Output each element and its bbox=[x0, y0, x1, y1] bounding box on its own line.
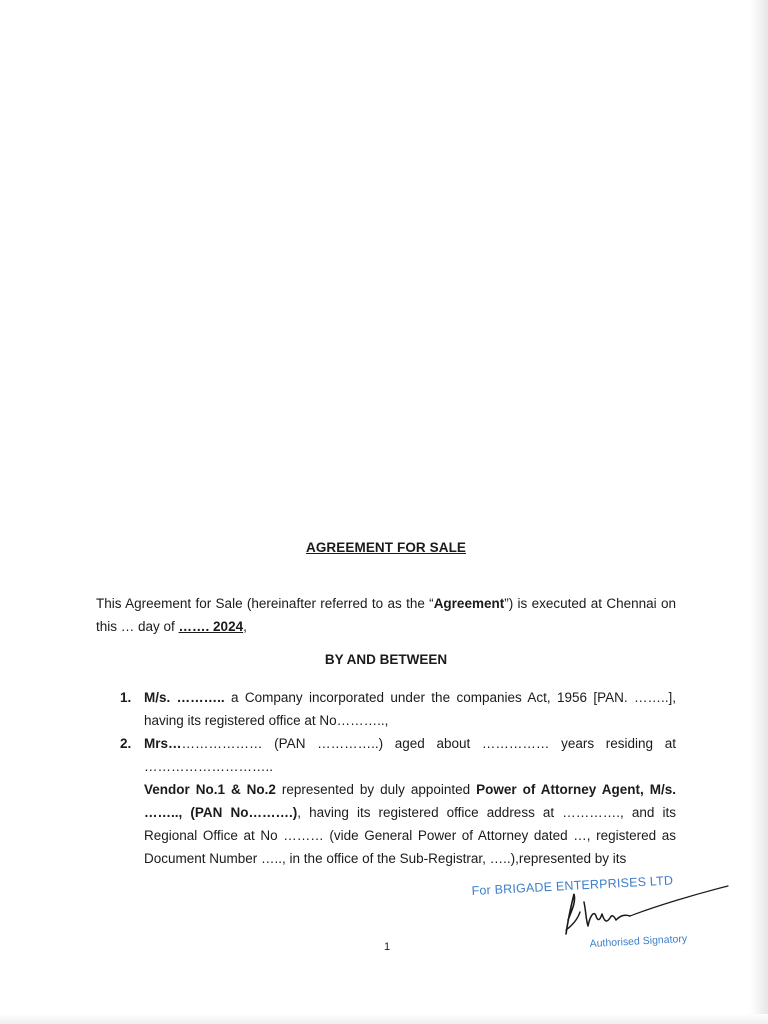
intro-paragraph bbox=[96, 592, 676, 638]
party-item-1 bbox=[120, 686, 676, 732]
authorised-signatory-label: Authorised Signatory bbox=[589, 932, 688, 950]
party-item-2 bbox=[120, 732, 676, 778]
party-details: a Company incorporated under the companies Act, 1956 [PAN. ……..], having its registered office at No……….., bbox=[144, 690, 676, 728]
party-number: 1. bbox=[120, 690, 132, 705]
page-edge-shadow bbox=[750, 0, 768, 1024]
party-number: 2. bbox=[120, 736, 132, 751]
poa-agent: Power of Attorney Agent, M/s. …….., bbox=[144, 782, 676, 820]
intro-text-1: This Agreement for Sale (hereinafter referred to as the “ bbox=[96, 596, 434, 611]
page-number: 1 bbox=[384, 941, 391, 953]
intro-text-2: ”) is executed at Chennai on this … day of bbox=[96, 596, 676, 634]
party-name: M/s. ……….. bbox=[144, 690, 225, 705]
company-stamp: For BRIGADE ENTERPRISES LTD bbox=[471, 873, 674, 898]
intro-agreement-term: Agreement bbox=[433, 596, 505, 611]
intro-text-3: , bbox=[243, 619, 247, 634]
representation-text-1: represented by duly appointed bbox=[275, 782, 477, 797]
vendors-label: Vendor No.1 & No.2 bbox=[144, 782, 276, 797]
party-name: Mrs… bbox=[144, 736, 182, 751]
party-details: ……………… (PAN …………..) aged about …………… years residing at ……………………….. bbox=[144, 736, 676, 774]
pan-number: (PAN No……….) bbox=[190, 805, 298, 820]
representation-text-3: , having its registered office address at …………., and its Regional Office at No ……… (vide General Power of Attorney dated …, registered as Document Number ….., in the office of the Sub-Registrar, …..),represented by its bbox=[144, 805, 676, 866]
page-bottom-shadow bbox=[0, 1014, 768, 1024]
intro-date: ……. 2024 bbox=[178, 619, 244, 634]
representation-paragraph bbox=[144, 778, 676, 870]
by-and-between-heading: BY AND BETWEEN bbox=[324, 652, 448, 667]
document-title: AGREEMENT FOR SALE bbox=[305, 540, 467, 555]
